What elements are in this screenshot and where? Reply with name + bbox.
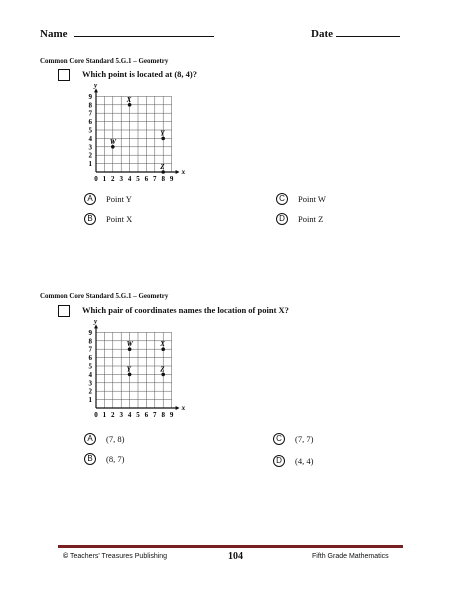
option-a-text: (7, 8) — [106, 434, 125, 444]
option-c-circle[interactable]: C — [276, 193, 288, 205]
q1-y-tick-label: 7 — [88, 109, 92, 118]
q2-checkbox[interactable] — [58, 305, 70, 317]
q2-x-tick-label: 6 — [144, 411, 149, 419]
q2-standard: Common Core Standard 5.G.1 – Geometry — [40, 292, 169, 300]
date-label: Date — [311, 28, 333, 40]
copyright-icon: © — [63, 553, 69, 560]
q2-y-axis-label: y — [94, 320, 98, 326]
q1-coordinate-grid — [80, 84, 190, 186]
name-label: Name — [40, 28, 68, 40]
q2-y-tick-label: 8 — [88, 337, 92, 346]
option-b-circle[interactable]: B — [84, 453, 96, 465]
q1-y-tick-label: 3 — [88, 143, 92, 152]
q2-y-tick-label: 2 — [88, 387, 92, 396]
option-d-circle[interactable]: D — [273, 455, 285, 467]
q1-point-label-w: W — [109, 137, 117, 146]
publisher-text: Teachers' Treasures Publishing — [70, 553, 168, 560]
q1-x-tick-label: 8 — [161, 175, 165, 183]
q1-x-tick-label: 1 — [102, 175, 107, 183]
footer-subject: Fifth Grade Mathematics — [312, 553, 389, 560]
footer-rule — [58, 545, 403, 548]
q1-y-tick-label: 5 — [88, 126, 92, 135]
option-a-text: Point Y — [106, 194, 132, 204]
q1-x-arrow — [176, 170, 180, 174]
option-d-circle[interactable]: D — [276, 213, 288, 225]
page-number: 104 — [228, 551, 243, 562]
q1-point-label-y: Y — [160, 129, 165, 138]
q2-x-tick-label: 8 — [161, 411, 165, 419]
option-d-text: Point Z — [298, 214, 324, 224]
q1-y-axis-label: y — [94, 84, 98, 90]
q1-checkbox[interactable] — [58, 69, 70, 81]
q2-point-label-w: W — [126, 340, 133, 349]
q2-y-tick-label: 7 — [88, 345, 92, 354]
q1-y-tick-label: 9 — [88, 92, 92, 101]
q1-x-tick-label: 5 — [136, 175, 140, 183]
option-c-circle[interactable]: C — [273, 433, 285, 445]
q2-y-tick-label: 5 — [88, 362, 92, 371]
q1-y-tick-label: 2 — [88, 151, 92, 160]
date-field[interactable] — [336, 36, 400, 37]
option-d-text: (4, 4) — [295, 456, 314, 466]
q1-point-label-x: X — [126, 95, 132, 104]
q2-question: Which pair of coordinates names the location of point X? — [82, 305, 289, 315]
q1-grid-svg — [80, 84, 190, 186]
q1-x-axis-label: x — [181, 168, 186, 176]
q2-x-tick-label: 5 — [136, 411, 140, 419]
option-b-text: (8, 7) — [106, 454, 125, 464]
date-label-row — [311, 28, 400, 40]
q2-x-tick-label: 9 — [169, 411, 174, 419]
option-a-circle[interactable]: A — [84, 193, 96, 205]
q1-standard: Common Core Standard 5.G.1 – Geometry — [40, 57, 169, 65]
q1-question: Which point is located at (8, 4)? — [82, 69, 197, 79]
name-field[interactable] — [74, 36, 214, 37]
q2-x-tick-label: 1 — [102, 411, 107, 419]
q2-x-tick-label: 4 — [127, 411, 132, 419]
q1-x-tick-label: 2 — [111, 175, 115, 183]
q1-x-tick-label: 3 — [119, 175, 123, 183]
q1-x-tick-label: 9 — [169, 175, 174, 183]
option-a-circle[interactable]: A — [84, 433, 96, 445]
q1-x-tick-label: 6 — [144, 175, 149, 183]
footer-publisher — [63, 553, 167, 560]
q2-grid-svg — [80, 320, 190, 422]
q2-coordinate-grid — [80, 320, 190, 422]
q2-y-tick-label: 6 — [88, 354, 92, 363]
q1-point-label-z: Z — [160, 163, 165, 171]
q2-y-tick-label: 9 — [88, 328, 92, 337]
q2-point-label-y: Y — [126, 365, 131, 374]
q2-x-tick-label: 7 — [153, 411, 157, 419]
q1-y-tick-label: 1 — [88, 160, 92, 169]
option-b-text: Point X — [106, 214, 133, 224]
q2-y-tick-label: 1 — [88, 396, 92, 405]
q2-point-label-z: Z — [160, 365, 165, 374]
q1-x-tick-label: 0 — [94, 175, 98, 183]
q2-x-tick-label: 3 — [119, 411, 123, 419]
q1-x-tick-label: 4 — [127, 175, 132, 183]
q2-x-arrow — [176, 406, 180, 410]
option-b-circle[interactable]: B — [84, 213, 96, 225]
q2-x-tick-label: 2 — [111, 411, 115, 419]
q1-y-tick-label: 4 — [88, 134, 92, 143]
q2-x-tick-label: 0 — [94, 411, 98, 419]
q2-y-tick-label: 4 — [88, 370, 92, 379]
q1-y-tick-label: 8 — [88, 101, 92, 110]
q2-point-label-x: X — [160, 340, 165, 349]
option-c-text: Point W — [298, 194, 326, 204]
option-c-text: (7, 7) — [295, 434, 314, 444]
q1-y-tick-label: 6 — [88, 118, 92, 127]
q2-x-axis-label: x — [181, 404, 186, 412]
q2-y-tick-label: 3 — [88, 379, 92, 388]
name-label-row — [40, 28, 214, 40]
q1-x-tick-label: 7 — [153, 175, 157, 183]
